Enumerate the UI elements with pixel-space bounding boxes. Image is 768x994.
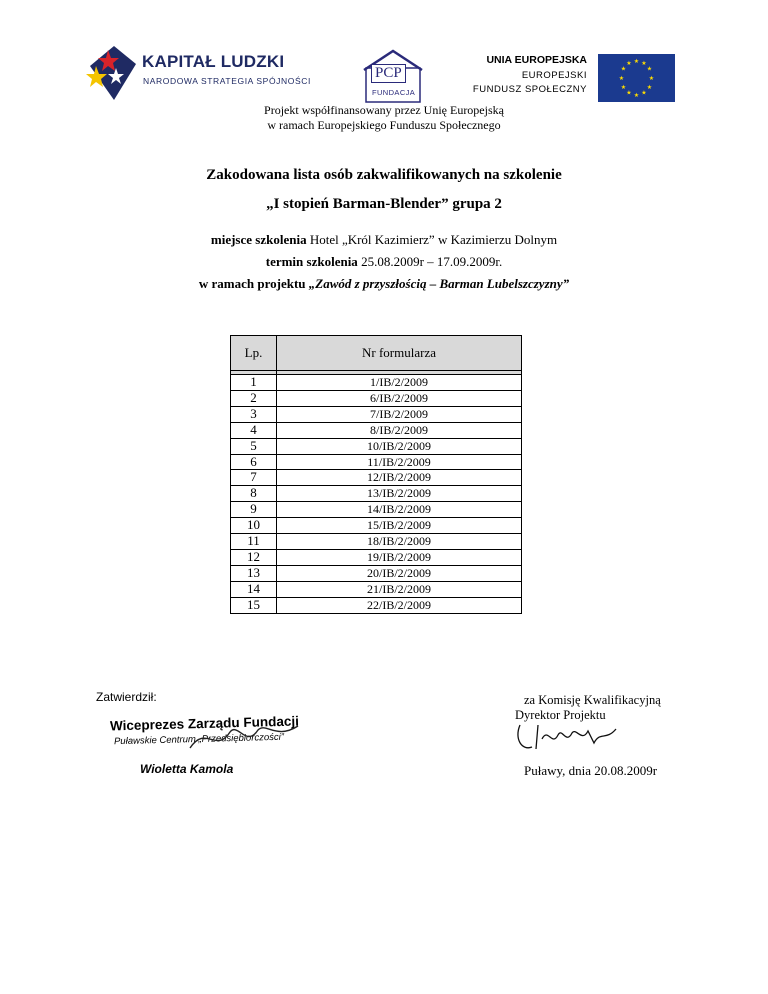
table-row bbox=[231, 581, 522, 597]
row-lp-cell: 3 bbox=[231, 406, 277, 422]
row-lp-cell: 7 bbox=[231, 470, 277, 486]
training-place-label: miejsce szkolenia bbox=[210, 232, 307, 247]
kapital-ludzki-logo bbox=[84, 40, 344, 104]
handwritten-signature-left-icon bbox=[186, 718, 306, 758]
row-lp-cell: 10 bbox=[231, 518, 277, 534]
svg-text:★: ★ bbox=[646, 65, 653, 73]
eu-logo bbox=[470, 52, 675, 104]
pcp-text: PCP bbox=[371, 64, 406, 83]
pcp-subtitle: FUNDACJA bbox=[372, 88, 416, 97]
director-label: Dyrektor Projektu bbox=[515, 708, 606, 722]
table-row bbox=[231, 438, 522, 454]
row-form-number-cell: 12/IB/2/2009 bbox=[277, 470, 522, 486]
svg-text:★: ★ bbox=[626, 60, 632, 67]
table-row bbox=[231, 597, 522, 613]
svg-text:★: ★ bbox=[641, 60, 647, 67]
table-body bbox=[231, 371, 522, 614]
row-lp-cell: 1 bbox=[231, 375, 277, 391]
signatory-name: Wioletta Kamola bbox=[140, 762, 234, 776]
row-lp-cell: 13 bbox=[231, 565, 277, 581]
place-date: Puławy, dnia 20.08.2009r bbox=[524, 763, 658, 778]
eu-title: UNIA EUROPEJSKA bbox=[486, 54, 587, 66]
svg-text:★: ★ bbox=[641, 89, 647, 97]
table-row bbox=[231, 518, 522, 534]
row-form-number-cell: 20/IB/2/2009 bbox=[277, 565, 522, 581]
table-row bbox=[231, 565, 522, 581]
committee-signature-block bbox=[510, 693, 700, 793]
training-term-value: 25.08.2009r – 17.09.2009r. bbox=[357, 254, 503, 269]
cofinancing-note bbox=[0, 103, 768, 133]
kapital-ludzki-emblem-icon bbox=[84, 40, 142, 104]
training-place bbox=[0, 232, 768, 248]
eu-flag-icon bbox=[598, 54, 675, 102]
row-lp-cell: 15 bbox=[231, 597, 277, 613]
approval-signature-block bbox=[96, 690, 396, 790]
table-row bbox=[231, 375, 522, 391]
eu-line-2: FUNDUSZ SPOŁECZNY bbox=[472, 84, 587, 95]
table-row bbox=[231, 470, 522, 486]
row-form-number-cell: 19/IB/2/2009 bbox=[277, 549, 522, 565]
row-form-number-cell: 7/IB/2/2009 bbox=[277, 406, 522, 422]
row-lp-cell: 4 bbox=[231, 422, 277, 438]
cofinancing-line-1: Projekt współfinansowany przez Unię Europejską bbox=[264, 103, 504, 117]
document-title-line-2: „I stopień Barman-Blender” grupa 2 bbox=[266, 196, 502, 212]
row-form-number-cell: 6/IB/2/2009 bbox=[277, 390, 522, 406]
training-place-value: Hotel „Król Kazimierz” w Kazimierzu Dolnym bbox=[306, 232, 558, 247]
cofinancing-line-2: w ramach Europejskiego Funduszu Społecznego bbox=[267, 118, 501, 132]
row-lp-cell: 8 bbox=[231, 486, 277, 502]
row-form-number-cell: 13/IB/2/2009 bbox=[277, 486, 522, 502]
svg-text:★: ★ bbox=[620, 65, 627, 73]
table-header-row bbox=[231, 336, 522, 371]
training-term bbox=[0, 254, 768, 270]
document-title-line-1: Zakodowana lista osób zakwalifikowanych na szkolenie bbox=[206, 167, 562, 183]
pcp-fundacja-logo bbox=[358, 48, 428, 106]
stamp-title: Wiceprezes Zarządu Fundacji bbox=[109, 713, 300, 734]
committee-label: za Komisję Kwalifikacyjną bbox=[524, 693, 661, 707]
table-row bbox=[231, 422, 522, 438]
svg-text:★: ★ bbox=[648, 75, 655, 82]
table-row bbox=[231, 390, 522, 406]
svg-text:★: ★ bbox=[633, 92, 640, 99]
table-row bbox=[231, 534, 522, 550]
project-name bbox=[0, 276, 768, 292]
row-form-number-cell: 1/IB/2/2009 bbox=[277, 375, 522, 391]
kapital-ludzki-title: KAPITAŁ LUDZKI bbox=[142, 52, 285, 71]
row-form-number-cell: 8/IB/2/2009 bbox=[277, 422, 522, 438]
table-row bbox=[231, 406, 522, 422]
row-lp-cell: 2 bbox=[231, 390, 277, 406]
column-header-lp: Lp. bbox=[231, 336, 277, 371]
svg-text:★: ★ bbox=[618, 75, 625, 82]
svg-text:★: ★ bbox=[620, 84, 627, 91]
eu-line-1: EUROPEJSKI bbox=[521, 70, 587, 81]
row-lp-cell: 12 bbox=[231, 549, 277, 565]
training-term-label: termin szkolenia bbox=[265, 254, 358, 269]
project-label: w ramach projektu bbox=[198, 276, 309, 291]
row-form-number-cell: 15/IB/2/2009 bbox=[277, 518, 522, 534]
row-lp-cell: 6 bbox=[231, 454, 277, 470]
svg-text:★: ★ bbox=[646, 84, 653, 91]
table-row bbox=[231, 502, 522, 518]
row-form-number-cell: 18/IB/2/2009 bbox=[277, 534, 522, 550]
table-row bbox=[231, 486, 522, 502]
svg-text:★: ★ bbox=[626, 89, 632, 97]
approved-label: Zatwierdził: bbox=[96, 690, 157, 704]
row-form-number-cell: 10/IB/2/2009 bbox=[277, 438, 522, 454]
row-lp-cell: 14 bbox=[231, 581, 277, 597]
table-row bbox=[231, 454, 522, 470]
row-lp-cell: 9 bbox=[231, 502, 277, 518]
row-lp-cell: 5 bbox=[231, 438, 277, 454]
svg-text:★: ★ bbox=[633, 58, 640, 65]
row-form-number-cell: 22/IB/2/2009 bbox=[277, 597, 522, 613]
table-row bbox=[231, 549, 522, 565]
column-header-form-number: Nr formularza bbox=[277, 336, 522, 371]
row-form-number-cell: 14/IB/2/2009 bbox=[277, 502, 522, 518]
kapital-ludzki-subtitle: NARODOWA STRATEGIA SPÓJNOŚCI bbox=[143, 76, 311, 86]
stamp-organization: Puławskie Centrum „Przedsiębiorczości” bbox=[113, 731, 285, 748]
qualified-list-table bbox=[230, 335, 522, 614]
handwritten-signature-right-icon bbox=[512, 719, 632, 753]
row-form-number-cell: 11/IB/2/2009 bbox=[277, 454, 522, 470]
project-value: „Zawód z przyszłością – Barman Lubelszczyzny” bbox=[308, 276, 570, 291]
row-lp-cell: 11 bbox=[231, 534, 277, 550]
row-form-number-cell: 21/IB/2/2009 bbox=[277, 581, 522, 597]
